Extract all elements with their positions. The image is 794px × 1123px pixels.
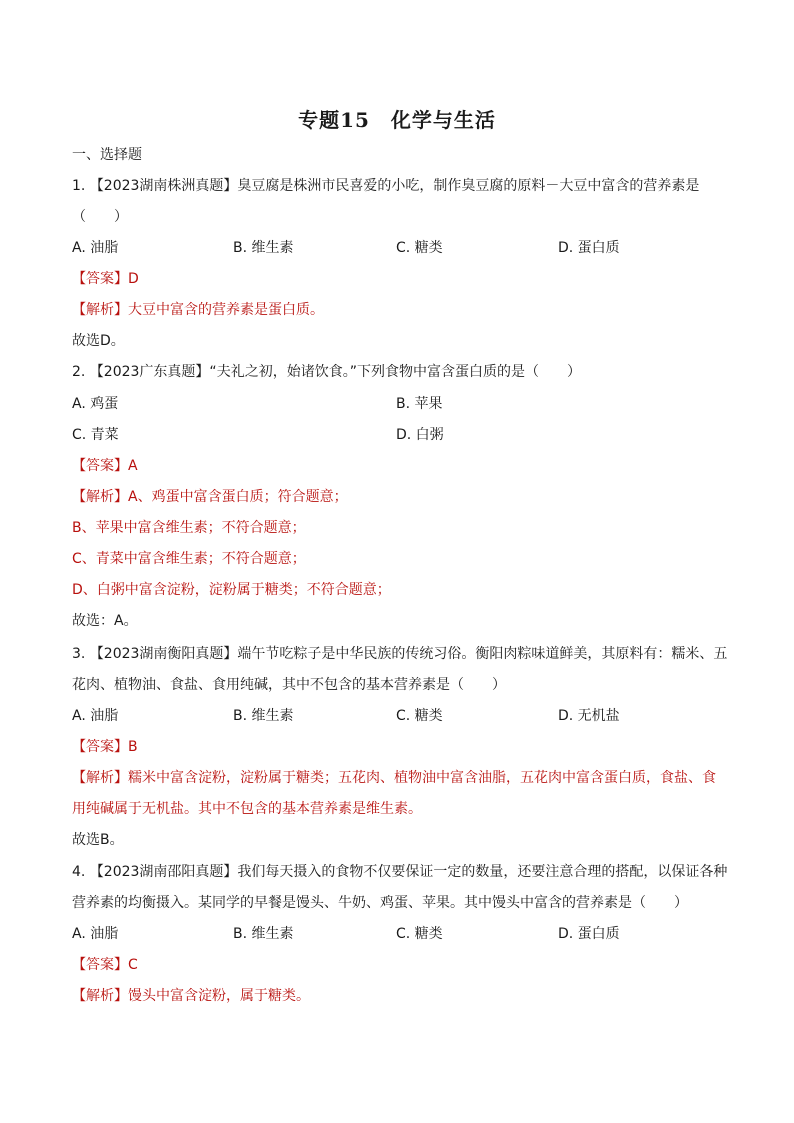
question-2-analysis-line-3: C、青菜中富含维生素；不符合题意； bbox=[72, 551, 306, 567]
question-4-options bbox=[72, 924, 732, 944]
page-title: 专题15 化学与生活 bbox=[298, 108, 496, 132]
question-3-conclusion: 故选B。 bbox=[72, 832, 124, 848]
question-3-analysis-line-1: 【解析】糯米中富含淀粉，淀粉属于糖类；五花肉、植物油中富含油脂，五花肉中富含蛋白质，食盐、食 bbox=[72, 770, 716, 786]
question-4-analysis: 【解析】馒头中富含淀粉，属于糖类。 bbox=[72, 988, 310, 1004]
question-2-stem: 2. 【2023广东真题】“夫礼之初，始诸饮食。”下列食物中富含蛋白质的是（ ） bbox=[72, 364, 581, 380]
question-1-option-a: A. 油脂 bbox=[72, 240, 119, 256]
question-4-option-a: A. 油脂 bbox=[72, 926, 119, 942]
question-2-option-b: B. 苹果 bbox=[396, 396, 443, 412]
question-3-options bbox=[72, 706, 732, 726]
question-3-stem-line-2: 花肉、植物油、食盐、食用纯碱，其中不包含的基本营养素是（ ） bbox=[72, 677, 506, 693]
question-2-option-c: C. 青菜 bbox=[72, 427, 119, 443]
question-1-answer: 【答案】D bbox=[72, 271, 139, 287]
question-2-options-row-1 bbox=[72, 394, 732, 414]
question-4-stem-line-1: 4. 【2023湖南邵阳真题】我们每天摄入的食物不仅要保证一定的数量，还要注意合理的搭配，以保证各种 bbox=[72, 864, 728, 880]
question-1-stem-line-1: 1. 【2023湖南株洲真题】臭豆腐是株洲市民喜爱的小吃，制作臭豆腐的原料－大豆中富含的营养素是 bbox=[72, 178, 700, 194]
question-2-answer: 【答案】A bbox=[72, 458, 138, 474]
question-1-stem-line-2: （ ） bbox=[72, 209, 128, 225]
question-4-option-c: C. 糖类 bbox=[396, 926, 443, 942]
question-3-answer: 【答案】B bbox=[72, 739, 138, 755]
question-2-analysis-line-1: 【解析】A、鸡蛋中富含蛋白质；符合题意； bbox=[72, 489, 348, 505]
question-4-option-b: B. 维生素 bbox=[233, 926, 294, 942]
question-3-analysis-line-2: 用纯碱属于无机盐。其中不包含的基本营养素是维生素。 bbox=[72, 801, 422, 817]
question-2-conclusion: 故选：A。 bbox=[72, 613, 138, 629]
section-heading: 一、选择题 bbox=[72, 147, 142, 163]
question-1-option-b: B. 维生素 bbox=[233, 240, 294, 256]
question-2-option-a: A. 鸡蛋 bbox=[72, 396, 119, 412]
question-3-option-a: A. 油脂 bbox=[72, 708, 119, 724]
question-3-option-c: C. 糖类 bbox=[396, 708, 443, 724]
question-2-analysis-line-4: D、白粥中富含淀粉，淀粉属于糖类；不符合题意； bbox=[72, 582, 391, 598]
question-4-option-d: D. 蛋白质 bbox=[558, 926, 620, 942]
question-1-options bbox=[72, 238, 732, 258]
question-2-option-d: D. 白粥 bbox=[396, 427, 444, 443]
question-4-stem-line-2: 营养素的均衡摄入。某同学的早餐是馒头、牛奶、鸡蛋、苹果。其中馒头中富含的营养素是（ ） bbox=[72, 895, 688, 911]
question-1-option-c: C. 糖类 bbox=[396, 240, 443, 256]
question-2-analysis-line-2: B、苹果中富含维生素；不符合题意； bbox=[72, 520, 306, 536]
question-1-conclusion: 故选D。 bbox=[72, 333, 125, 349]
question-4-answer: 【答案】C bbox=[72, 957, 138, 973]
question-1-option-d: D. 蛋白质 bbox=[558, 240, 620, 256]
question-3-option-b: B. 维生素 bbox=[233, 708, 294, 724]
question-2-options-row-2 bbox=[72, 425, 732, 445]
question-1-analysis: 【解析】大豆中富含的营养素是蛋白质。 bbox=[72, 302, 324, 318]
question-3-option-d: D. 无机盐 bbox=[558, 708, 620, 724]
question-3-stem-line-1: 3. 【2023湖南衡阳真题】端午节吃粽子是中华民族的传统习俗。衡阳肉粽味道鲜美，其原料有：糯米、五 bbox=[72, 646, 728, 662]
